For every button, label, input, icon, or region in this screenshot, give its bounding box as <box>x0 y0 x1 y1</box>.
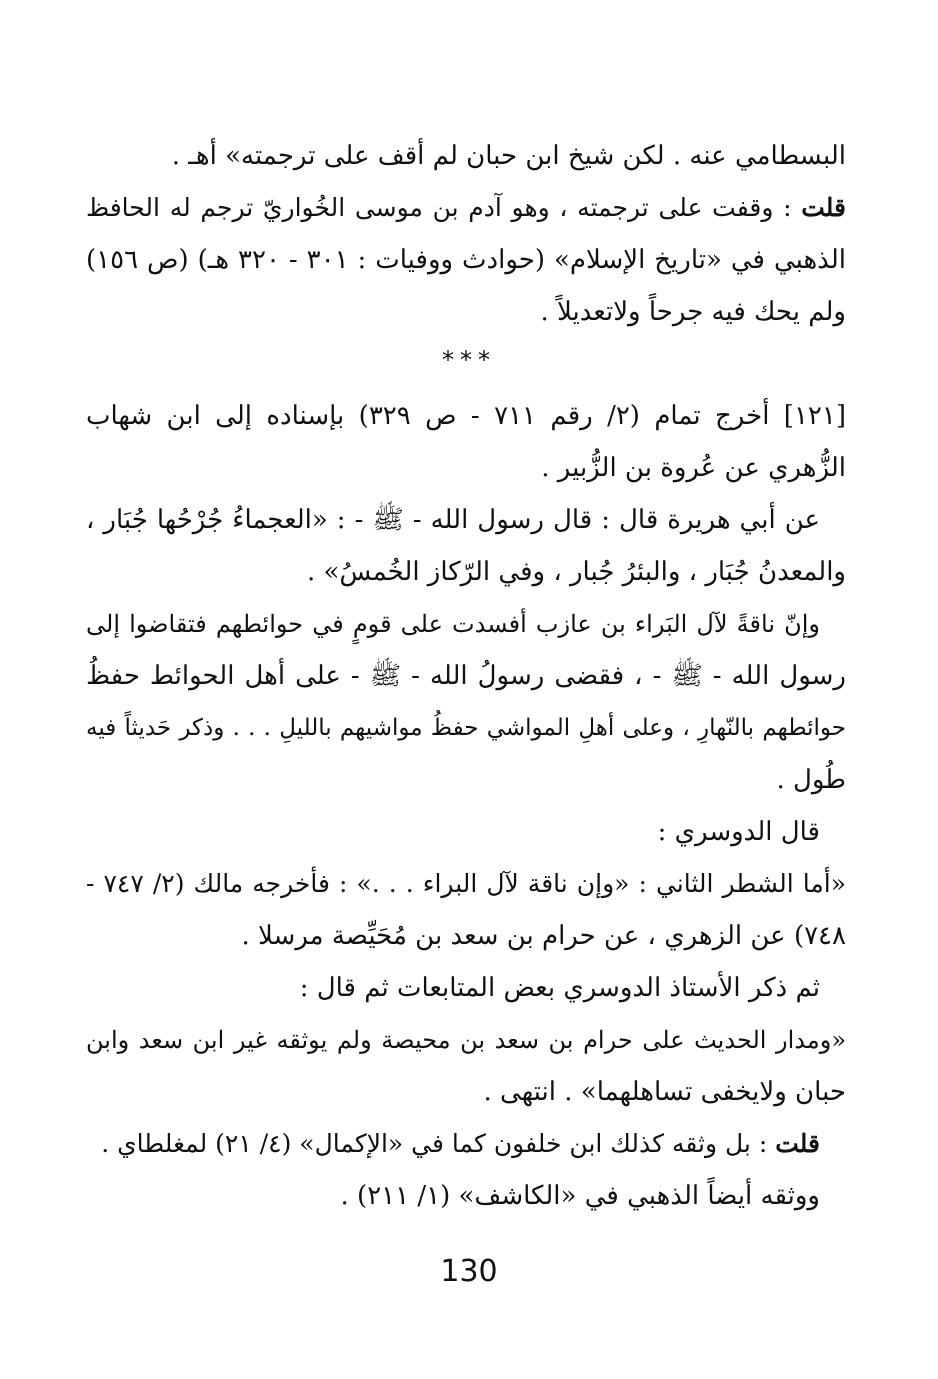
text-line-13: قال الدوسري : <box>657 817 820 847</box>
text-line-1: البسطامي عنه . لكن شيخ ابن حبان لم أقف على ترجمته» أهـ . <box>171 141 846 171</box>
text-line-19-body: : بل وثقه كذلك ابن خلفون كما في «الإكمال» (٤/ ٢١) لمغلطاي . <box>101 1129 768 1158</box>
page-number: 130 <box>440 1254 498 1289</box>
text-line-18: حبان ولايخفى تساهلهما» . انتهى . <box>483 1077 846 1107</box>
text-line-3: الذهبي في «تاريخ الإسلام» (حوادث ووفيات : ٣٠١ - ٣٢٠ هـ) (ص ١٥٦) <box>86 245 846 275</box>
text-line-12: طُول . <box>776 765 846 795</box>
text-line-10: رسول الله - ﷺ - ، فقضى رسولُ الله - ﷺ - على أهل الحوائط حفظُ <box>86 661 846 691</box>
text-line-7: عن أبي هريرة قال : قال رسول الله - ﷺ - : «العجماءُ جُرْحُها جُبَار ، <box>86 505 820 535</box>
text-line-8: والمعدنُ جُبَار ، والبئرُ جُبار ، وفي الرّكاز الخُمسُ» . <box>307 557 846 587</box>
text-line-15: ٧٤٨) عن الزهري ، عن حرام بن سعد بن مُحَيِّصة مرسلا . <box>241 921 846 951</box>
hadith-heading-line: [١٢١] أخرج تمام (٢/ رقم ٧١١ - ص ٣٢٩) بإسناده إلى ابن شهاب <box>86 401 846 431</box>
qultu-label: قلت <box>801 193 846 222</box>
text-line-2-body: : وقفت على ترجمته ، وهو آدم بن موسى الخُواريّ ترجم له الحافظ <box>86 193 792 222</box>
text-line-20: ووثقه أيضاً الذهبي في «الكاشف» (١/ ٢١١) . <box>340 1181 820 1211</box>
text-line-4: ولم يحك فيه جرحاً ولاتعديلاً . <box>540 297 846 327</box>
text-line-17: «ومدار الحديث على حرام بن سعد بن محيصة ولم يوثقه غير ابن سعد وابن <box>86 1026 846 1054</box>
text-line-14: «أما الشطر الثاني : «وإن ناقة لآل البراء . . .» : فأخرجه مالك (٢/ ٧٤٧ - <box>86 869 846 898</box>
text-line-6: الزُّهري عن عُروة بن الزُّبير . <box>541 453 846 483</box>
text-line-19 <box>86 1124 820 1164</box>
text-line-2 <box>86 188 846 228</box>
section-separator: *** <box>442 346 496 374</box>
text-line-9: وإنّ ناقةً لآل البَراء بن عازب أفسدت على قومٍ في حوائطهم فتقاضوا إلى <box>86 610 820 638</box>
text-line-11: حوائطهم بالنّهارِ ، وعلى أهلِ المواشي حفظُ مواشيهم بالليلِ . . . وذكر حَديثاً فيه <box>86 715 846 741</box>
text-line-16: ثم ذكر الأستاذ الدوسري بعض المتابعات ثم قال : <box>299 973 820 1003</box>
qultu-label-2: قلت <box>775 1129 820 1158</box>
